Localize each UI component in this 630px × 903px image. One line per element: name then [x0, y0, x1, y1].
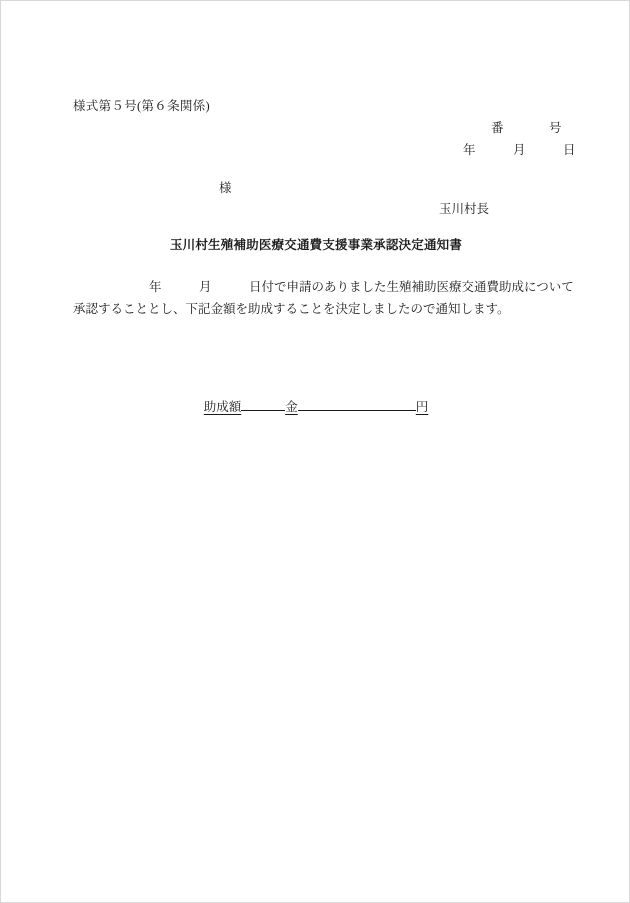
- amount-unit-label: 円: [415, 400, 429, 414]
- amount-value-blank: [298, 410, 416, 411]
- amount-gap-underline: [241, 410, 285, 411]
- document-date-day-label: 日: [563, 143, 576, 157]
- body-line-2: 承認することとし、下記金額を助成することを決定しましたので通知します。: [73, 302, 510, 316]
- amount-currency-mark: 金: [285, 400, 298, 414]
- amount-row: [1, 397, 630, 415]
- body-date-month-label: 月: [199, 280, 212, 294]
- body-date-year-label: 年: [149, 280, 162, 294]
- document-body: [1, 1, 630, 903]
- form-number: 様式第５号(第６条関係): [73, 99, 210, 113]
- document-number-ban-label: 番: [491, 121, 504, 135]
- addressee-suffix: 様: [219, 181, 232, 195]
- amount-label: 助成額: [203, 400, 242, 414]
- body-date-rest-text: 日付で申請のありました生殖補助医療交通費助成について: [249, 280, 574, 294]
- document-number-gou-label: 号: [549, 121, 562, 135]
- page-title: 玉川村生殖補助医療交通費支援事業承認決定通知書: [169, 238, 463, 252]
- document-date-year-label: 年: [463, 143, 476, 157]
- document-date-month-label: 月: [513, 143, 526, 157]
- issuer-name: 玉川村長: [439, 202, 490, 216]
